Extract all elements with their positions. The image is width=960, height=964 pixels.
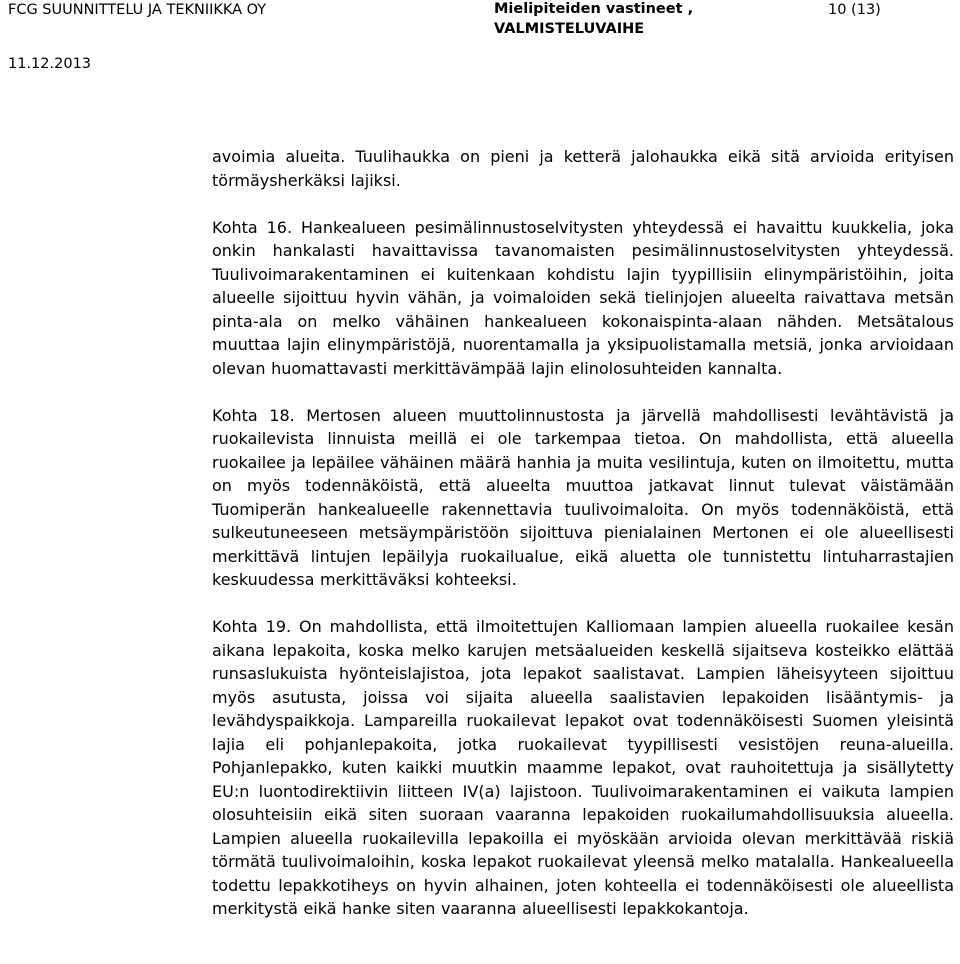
paragraph-kohta-16: Kohta 16. Hankealueen pesimälinnustoselvitysten yhteydessä ei havaittu kuukkelia, joka onkin hankalasti havaittavissa tavanomaisten pesimälinnustoselvitysten yhteydessä. Tuulivoimarakentaminen ei kuitenkaan kohdistu lajin tyypillisiin elinympäristöihin, joita alueelle sijoittuu hyvin vähän, ja voimaloiden sekä tielinjojen alueelta raivattava metsän pinta-ala on melko vähäinen hankealueen kokonaispinta-alaan nähden. Metsätalous muuttaa lajin elinympäristöjä, nuorentamalla ja yksipuolistamalla metsiä, jonka arvioidaan olevan huomattavasti merkittävämpää lajin elinolosuhteiden kannalta. (212, 217, 954, 378)
paragraph-kohta-19: Kohta 19. On mahdollista, että ilmoitettujen Kalliomaan lampien alueella ruokailee kesän aikana lepakoita, koska melko karujen metsäalueiden keskellä sijaitseva kosteikko elättää runsaslukuista hyönteislajistoa, jota lepakot saalistavat. Lampien läheisyyteen sijoittuu myös asutusta, joissa voi sijaita alueella saalistavien lepakoiden lisääntymis- ja levähdyspaikkoja. Lampareilla ruokailevat lepakot ovat todennäköisesti Suomen yleisintä lajia eli pohjanlepakoita, jotka ruokailevat tyypillisesti vesistöjen reuna-alueilla. Pohjanlepakko, kuten kaikki muutkin maamme lepakot, ovat rauhoitettuja ja sisällytetty EU:n luontodirektiivin liitteen IV(a) lajistoon. Tuulivoimarakentaminen ei vaikuta lampien olosuhteisiin eikä siten suoraan vaaranna lepakoiden ruokailumahdollisuuksia alueella. Lampien alueella ruokailevilla lepakoilla ei myöskään arvioida olevan merkittävää riskiä törmätä tuulivoimaloihin, koska lepakot ruokailevat yleensä melko matalalla. Hankealueella todettu lepakkotiheys on hyvin alhainen, joten kohteella ei todennäköisesti ole alueellista merkitystä eikä hanke siten vaaranna alueellisesti lepakkokantoja. (212, 617, 954, 918)
document-body (212, 145, 954, 944)
paragraph-continuation: avoimia alueita. Tuulihaukka on pieni ja ketterä jalohaukka eikä sitä arvioida erityisen törmäysherkäksi lajiksi. (212, 147, 954, 190)
document-date: 11.12.2013 (8, 56, 92, 72)
document-title: Mielipiteiden vastineet , VALMISTELUVAIHE (494, 1, 694, 37)
page-number: 10 (13) (828, 2, 881, 18)
company-name: FCG SUUNNITTELU JA TEKNIIKKA OY (8, 2, 267, 18)
paragraph-kohta-18: Kohta 18. Mertosen alueen muuttolinnustosta ja järvellä mahdollisesti levähtävistä ja ruokailevista linnuista meillä ei ole tarkempaa tietoa. On mahdollista, että alueella ruokailee ja lepäilee vähäinen määrä hanhia ja muita vesilintuja, kuten on ilmoitettu, mutta on myös todennäköistä, että alueelta muuttoa jatkavat linnut tulevat väistämään Tuomiperän hankealueelle rakennettavia tuulivoimaloita. On myös todennäköistä, että sulkeutuneeseen metsäympäristöön sijoittuva pienialainen Mertonen ei ole alueellisesti merkittävä lintujen lepäilyja ruokailualue, eikä aluetta ole tunnistettu lintuharrastajien keskuudessa merkittäväksi kohteeksi. (212, 405, 954, 589)
